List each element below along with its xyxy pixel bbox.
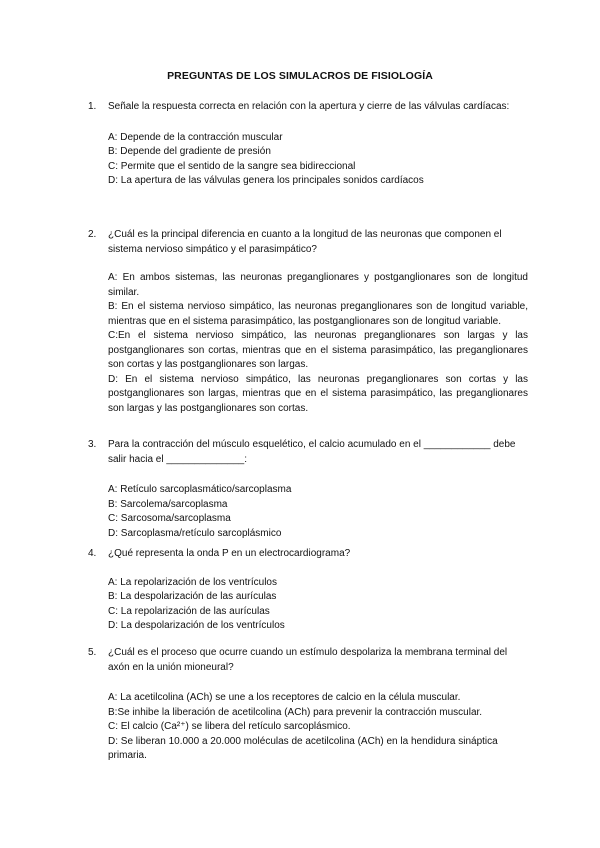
question-text: ¿Cuál es el proceso que ocurre cuando un estímulo despolariza la membrana terminal del axón en la unión mioneural?: [108, 647, 508, 673]
option-a: A: Depende de la contracción muscular: [108, 131, 283, 143]
question-number: 2.: [88, 229, 97, 240]
option-a: A: La acetilcolina (ACh) se une a los receptores de calcio en la célula muscular.: [108, 692, 461, 703]
option-a: A: Retículo sarcoplasmático/sarcoplasma: [108, 484, 292, 495]
question-number: 5.: [88, 647, 97, 658]
option-d: D: La apertura de las válvulas genera los principales sonidos cardíacos: [108, 175, 424, 186]
option-b: B: La despolarización de las aurículas: [108, 591, 277, 602]
option-b: B: En el sistema nervioso simpático, las neuronas preganglionares son de longitud variable, mientras que en el sistema parasimpático, las postganglionares son de longitud variable.: [108, 301, 528, 327]
question-3: [88, 438, 528, 541]
document-title: PREGUNTAS DE LOS SIMULACROS DE FISIOLOGÍA: [167, 70, 433, 82]
options-list: [88, 131, 528, 189]
option-b: B:Se inhibe la liberación de acetilcolina (ACh) para prevenir la contracción muscular.: [108, 706, 483, 718]
option-a: A: En ambos sistemas, las neuronas preganglionares y postganglionares son de longitud similar.: [108, 272, 528, 298]
question-1-head: [88, 100, 528, 115]
option-c: C: Sarcosoma/sarcoplasma: [108, 513, 231, 524]
options-list: [88, 483, 528, 541]
options-list: [88, 691, 528, 764]
option-c: C:En el sistema nervioso simpático, las neuronas preganglionares son largas y las postganglionares son cortas, mientras que en el sistema parasimpático, las preganglionares son cortas y las postganglionares son largas.: [108, 330, 528, 370]
option-c: C: Permite que el sentido de la sangre sea bidireccional: [108, 160, 356, 172]
question-4: [88, 547, 528, 634]
question-2: [88, 228, 528, 416]
option-d: D: Sarcoplasma/retículo sarcoplásmico: [108, 527, 282, 539]
options-list: [88, 576, 528, 634]
question-number: 4.: [88, 548, 97, 559]
option-c: C: El calcio (Ca²⁺) se libera del retículo sarcoplásmico.: [108, 721, 351, 732]
option-c: C: La repolarización de las aurículas: [108, 605, 270, 617]
question-text: ¿Qué representa la onda P en un electrocardiograma?: [108, 548, 351, 559]
question-number: 3.: [88, 439, 97, 450]
option-b: B: Sarcolema/sarcoplasma: [108, 498, 228, 510]
question-2-head: [88, 228, 528, 257]
option-d: D: Se liberan 10.000 a 20.000 moléculas de acetilcolina (ACh) en la hendidura sináptica primaria.: [108, 735, 498, 761]
question-3-head: [88, 438, 528, 467]
question-1: [88, 100, 528, 189]
question-text: Para la contracción del músculo esquelético, el calcio acumulado en el ____________ debe salir hacia el ______________:: [108, 439, 516, 465]
question-number: 1.: [88, 101, 97, 112]
option-a: A: La repolarización de los ventrículos: [108, 576, 277, 588]
option-d: D: La despolarización de los ventrículos: [108, 620, 285, 631]
question-text: Señale la respuesta correcta en relación con la apertura y cierre de las válvulas cardíacas:: [108, 101, 510, 112]
question-5: [88, 646, 528, 764]
question-5-head: [88, 646, 528, 675]
question-text: ¿Cuál es la principal diferencia en cuanto a la longitud de las neuronas que componen el sistema nervioso simpático y el parasimpático?: [108, 229, 502, 255]
question-4-head: [88, 547, 528, 562]
option-d: D: En el sistema nervioso simpático, las neuronas preganglionares son cortas y las postganglionares son largas, mientras que en el sistema parasimpático, las preganglionares son largas y las postganglionares son cortas.: [108, 373, 528, 414]
options-list: [88, 271, 528, 416]
option-b: B: Depende del gradiente de presión: [108, 146, 271, 157]
